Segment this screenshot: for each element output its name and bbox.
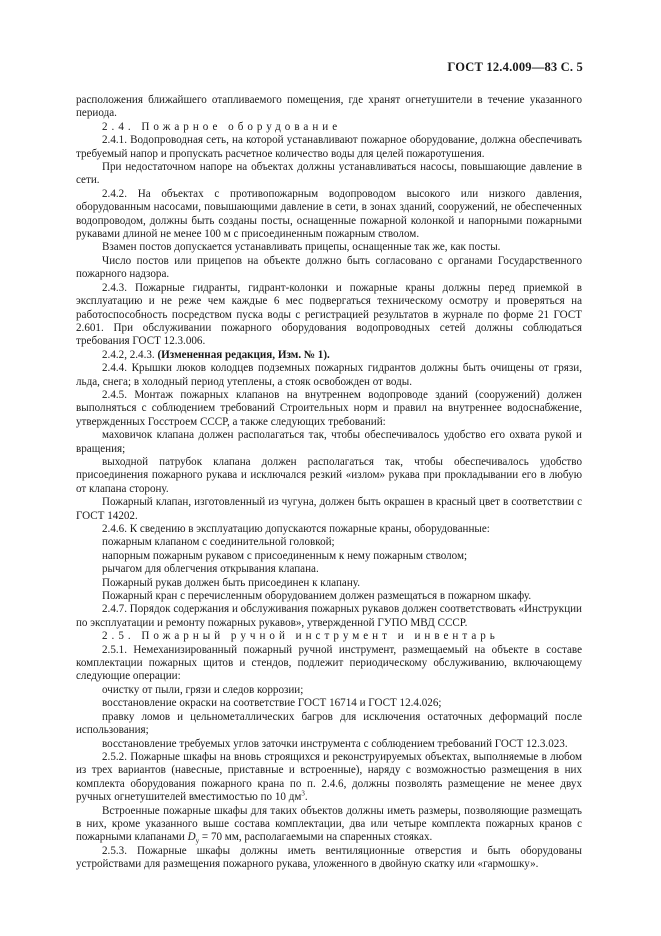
section-heading: 2.4. Пожарное оборудование bbox=[102, 120, 342, 133]
paragraph bbox=[76, 751, 582, 805]
subscript: y bbox=[195, 837, 200, 846]
paragraph: 2.4.6. К сведению в эксплуатацию допускаются пожарные краны, оборудованные: bbox=[102, 523, 490, 535]
list-item: очистку от пыли, грязи и следов коррозии; bbox=[102, 683, 304, 696]
amendment-note bbox=[76, 349, 582, 362]
paragraph: 2.4.4. Крышки люков колодцев подземных пожарных гидрантов должны быть очищены от грязи, льда, снега; в холодный период утеплены, а стояк освобожден от воды. bbox=[76, 362, 582, 388]
list-item: напорным пожарным рукавом с присоединенным к нему пожарным стволом; bbox=[102, 549, 468, 562]
list-item: рычагом для облегчения открывания клапана. bbox=[102, 563, 319, 576]
paragraph: Взамен постов допускается устанавливать прицепы, оснащенные так же, как посты. bbox=[102, 241, 501, 254]
paragraph: 2.5.3. Пожарные шкафы должны иметь вентиляционные отверстия и быть оборудованы устройствами для размещения пожарного рукава, уложенного в двойную скатку или «гармошку». bbox=[76, 844, 582, 871]
variable: D bbox=[187, 831, 196, 844]
paragraph: выходной патрубок клапана должен располагаться так, чтобы обеспечивалось удобство присоединения пожарного рукава и исключался резкий «излом» рукава при прокладывании его в любую от клапана сторону. bbox=[76, 455, 582, 495]
list-item: пожарным клапаном с соединительной головкой; bbox=[102, 536, 335, 549]
document-body bbox=[76, 94, 582, 872]
paragraph-text: Встроенные пожарные шкафы для таких объектов должны иметь размеры, позволяющие размещать в них, кроме указанного выше состава комплектации, два или четыре комплекта пожарных кранов с пожарными клапанами bbox=[76, 804, 582, 844]
paragraph: 2.5.1. Немеханизированный пожарный ручной инструмент, размещаемый на объекте в составе комплектации пожарных щитов и стендов, подлежит периодическому обслуживанию, включающему следующие операции: bbox=[76, 643, 582, 683]
paragraph: Пожарный рукав должен быть присоединен к клапану. bbox=[102, 576, 360, 589]
list-item: восстановление требуемых углов заточки инструмента с соблюдением требований ГОСТ 12.3.023. bbox=[102, 737, 568, 750]
paragraph-text: 2.5.2. Пожарные шкафы на вновь строящихся и реконструируемых объектах, выполняемые в любом из трех вариантов (навесные, приставные и встроенные), наряду с возможностью размещения в них комплекта оборудования пожарного крана по п. 2.4.6, должны позволять размещение не менее двух ручных огнетушителей вместимостью по 10 дм bbox=[76, 750, 582, 804]
superscript: 3 bbox=[301, 789, 305, 798]
paragraph: Пожарный кран с перечисленным оборудованием должен размещаться в пожарном шкафу. bbox=[102, 590, 532, 603]
paragraph: Пожарный клапан, изготовленный из чугуна, должен быть окрашен в красный цвет в соответствии с ГОСТ 14202. bbox=[76, 496, 582, 522]
paragraph-text: = 70 мм, располагаемыми на спаренных стояках. bbox=[199, 831, 433, 844]
punctuation: . bbox=[304, 791, 308, 804]
paragraph bbox=[76, 805, 582, 845]
paragraph: При недостаточном напоре на объектах должны устанавливаться насосы, повышающие давление в сети. bbox=[76, 161, 582, 187]
section-heading: 2.5. Пожарный ручной инструмент и инвентарь bbox=[102, 630, 499, 643]
paragraph: 2.4.2. На объектах с противопожарным водопроводом высокого или низкого давления, оборудованным насосами, повышающими давление в сети, в зонах зданий, сооружений, не обеспеченных водопроводом, должны быть созданы посты, оснащенные пожарной колонкой и напорными пожарными рукавами длиной не менее 100 м с присоединенным пожарным стволом. bbox=[76, 187, 582, 241]
paragraph: маховичок клапана должен располагаться так, чтобы обеспечивалось удобство его охвата рукой и вращения; bbox=[76, 429, 582, 455]
amendment-text: (Измененная редакция, Изм. № 1). bbox=[157, 348, 330, 361]
paragraph: 2.4.1. Водопроводная сеть, на которой устанавливают пожарное оборудование, должна обеспечивать требуемый напор и пропускать расчетное количество воды для целей пожаротушения. bbox=[76, 134, 582, 160]
page-header: ГОСТ 12.4.009—83 С. 5 bbox=[447, 60, 583, 74]
paragraph: 2.4.7. Порядок содержания и обслуживания пожарных рукавов должен соответствовать «Инструкции по эксплуатации и ремонту пожарных рукавов», утвержденной ГУПО МВД СССР. bbox=[76, 603, 582, 629]
paragraph: 2.4.3. Пожарные гидранты, гидрант-колонки и пожарные краны должны перед приемкой в эксплуатацию и не реже чем каждые 6 мес подвергаться техническому осмотру и проверяться на работоспособность посредством пуска воды с регистрацией результатов в журнале по форме 21 ГОСТ 2.601. При обслуживании пожарного оборудования водопроводных сетей должны соблюдаться требования ГОСТ 12.3.006. bbox=[76, 281, 582, 348]
list-item: правку ломов и цельнометаллических багров для исключения остаточных деформаций после использования; bbox=[76, 710, 582, 737]
paragraph: расположения ближайшего отапливаемого помещения, где хранят огнетушители в течение указанного периода. bbox=[76, 94, 582, 120]
paragraph: Число постов или прицепов на объекте должно быть согласовано с органами Государственного пожарного надзора. bbox=[76, 254, 582, 281]
list-item: восстановление окраски на соответствие ГОСТ 16714 и ГОСТ 12.4.026; bbox=[102, 697, 442, 710]
amendment-refs: 2.4.2, 2.4.3. bbox=[102, 348, 155, 361]
paragraph: 2.4.5. Монтаж пожарных клапанов на внутреннем водопроводе зданий (сооружений) должен выполняться с соблюдением требований Строительных норм и правил на внутреннее водоснабжение, утвержденных Госстроем СССР, а также следующих требований: bbox=[76, 388, 582, 428]
